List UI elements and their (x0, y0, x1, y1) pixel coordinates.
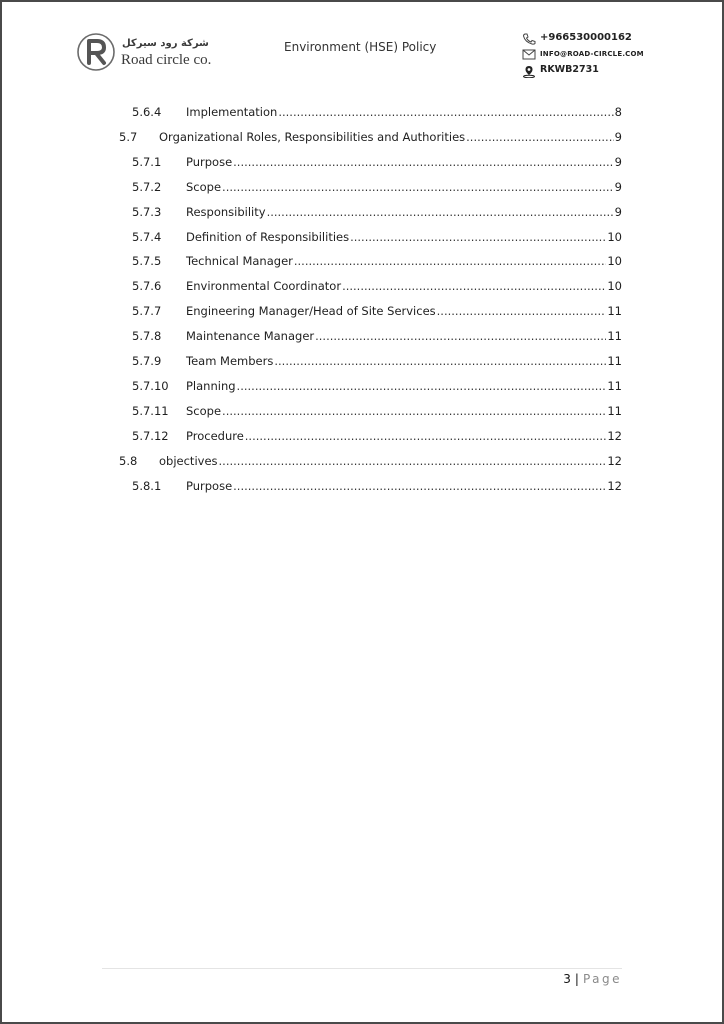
toc-entry-title: Purpose (186, 478, 233, 493)
toc-entry-number: 5.7.10 (132, 378, 169, 393)
toc-entry-number: 5.7.6 (132, 279, 162, 294)
location-code: RKWB2731 (540, 64, 599, 75)
toc-entry-title: Planning (186, 378, 236, 393)
toc-entry[interactable] (2, 205, 722, 223)
toc-dot-leader (245, 429, 607, 443)
toc-dot-leader (274, 354, 606, 368)
toc-entry-line (186, 404, 622, 418)
toc-entry[interactable] (2, 454, 722, 472)
toc-entry-line (159, 130, 622, 144)
toc-entry-line (159, 454, 622, 468)
logo-arabic-text: شركة رود سيركل (122, 38, 209, 49)
toc-entry-line (186, 279, 622, 293)
toc-entry-line (186, 379, 622, 393)
toc-entry-number: 5.7.4 (132, 229, 162, 244)
toc-entry-number: 5.7.8 (132, 329, 162, 344)
toc-entry-title: Purpose (186, 154, 233, 169)
toc-dot-leader (342, 279, 606, 293)
toc-entry-page: 11 (607, 329, 622, 344)
page-number: 3 (563, 972, 571, 986)
toc-entry-title: Scope (186, 403, 222, 418)
toc-entry-page: 12 (607, 453, 622, 468)
toc-entry-page: 10 (607, 229, 622, 244)
toc-entry-title: Scope (186, 179, 222, 194)
toc-entry-line (186, 155, 622, 169)
toc-entry-page: 12 (607, 428, 622, 443)
toc-entry-line (186, 304, 622, 318)
toc-entry-title: Procedure (186, 428, 244, 443)
toc-dot-leader (233, 155, 614, 169)
toc-entry[interactable] (2, 404, 722, 422)
toc-entry-page: 9 (614, 129, 622, 144)
toc-entry-line (186, 354, 622, 368)
mail-icon (522, 49, 536, 60)
toc-entry[interactable] (2, 279, 722, 297)
toc-entry-number: 5.7.12 (132, 428, 169, 443)
toc-entry[interactable] (2, 329, 722, 347)
toc-entry-title: objectives (159, 453, 218, 468)
toc-entry[interactable] (2, 105, 722, 123)
company-logo (76, 32, 216, 76)
toc-dot-leader (466, 130, 614, 144)
logo-r-mark-icon (76, 32, 116, 72)
toc-dot-leader (267, 205, 614, 219)
toc-dot-leader (233, 479, 606, 493)
toc-entry-line (186, 254, 622, 268)
toc-dot-leader (315, 329, 606, 343)
toc-entry[interactable] (2, 304, 722, 322)
toc-entry[interactable] (2, 254, 722, 272)
toc-entry-number: 5.7.9 (132, 354, 162, 368)
toc-entry-page: 9 (614, 179, 622, 194)
toc-entry[interactable] (2, 479, 722, 497)
toc-entry[interactable] (2, 180, 722, 198)
footer-rule (102, 968, 622, 969)
email-address: INFO@ROAD-CIRCLE.COM (540, 50, 644, 58)
toc-entry-number: 5.7.1 (132, 154, 162, 169)
toc-entry-line (186, 180, 622, 194)
toc-entry-title: Technical Manager (186, 254, 293, 269)
toc-entry-page: 10 (607, 279, 622, 294)
toc-entry-page: 11 (607, 304, 622, 319)
toc-dot-leader (219, 454, 607, 468)
footer-separator: | (574, 972, 579, 986)
document-title: Environment (HSE) Policy (284, 40, 437, 54)
toc-entry-title: Definition of Responsibilities (186, 229, 350, 244)
toc-entry-title: Implementation (186, 105, 278, 119)
toc-dot-leader (437, 304, 607, 318)
toc-entry-title: Team Members (186, 354, 274, 368)
toc-entry-number: 5.7.11 (132, 403, 169, 418)
phone-number: +966530000162 (540, 32, 632, 43)
toc-entry-page: 11 (607, 403, 622, 418)
phone-icon (522, 33, 536, 45)
toc-entry[interactable] (2, 230, 722, 248)
location-pin-icon (522, 65, 536, 78)
toc-entry[interactable] (2, 155, 722, 173)
toc-entry-number: 5.7.7 (132, 304, 162, 319)
toc-entry-page: 9 (614, 154, 622, 169)
toc-entry-page: 8 (614, 105, 622, 119)
toc-entry-line (186, 205, 622, 219)
toc-dot-leader (237, 379, 607, 393)
toc-dot-leader (222, 180, 614, 194)
toc-entry-number: 5.8 (119, 453, 138, 468)
toc-entry-number: 5.7 (119, 129, 138, 144)
toc-entry-title: Responsibility (186, 204, 266, 219)
toc-entry-page: 11 (607, 354, 622, 368)
toc-entry[interactable] (2, 429, 722, 447)
toc-entry-number: 5.7.3 (132, 204, 162, 219)
toc-entry-number: 5.7.2 (132, 179, 162, 194)
toc-entry-line (186, 329, 622, 343)
page-label: Page (582, 972, 622, 986)
logo-english-text: Road circle co. (121, 52, 212, 68)
toc-entry-line (186, 105, 622, 119)
toc-entry-line (186, 230, 622, 244)
toc-entry-page: 12 (607, 478, 622, 493)
toc-entry[interactable] (2, 354, 722, 372)
toc-entry-title: Maintenance Manager (186, 329, 315, 344)
toc-entry-page: 9 (614, 204, 622, 219)
toc-entry-title: Engineering Manager/Head of Site Services (186, 304, 436, 319)
toc-entry-line (186, 429, 622, 443)
toc-entry-title: Organizational Roles, Responsibilities and Authorities (159, 129, 466, 144)
toc-entry-page: 10 (607, 254, 622, 269)
toc-entry[interactable] (2, 379, 722, 397)
toc-dot-leader (294, 254, 606, 268)
page-footer (563, 972, 622, 986)
toc-entry-page: 11 (607, 378, 622, 393)
toc-dot-leader (278, 105, 613, 119)
toc-entry-number: 5.8.1 (132, 478, 162, 493)
toc-entry-number: 5.6.4 (132, 105, 162, 119)
toc-dot-leader (350, 230, 606, 244)
toc-dot-leader (222, 404, 606, 418)
toc-entry-title: Environmental Coordinator (186, 279, 342, 294)
toc-entry-line (186, 479, 622, 493)
toc-entry[interactable] (2, 130, 722, 148)
toc-entry-number: 5.7.5 (132, 254, 162, 269)
